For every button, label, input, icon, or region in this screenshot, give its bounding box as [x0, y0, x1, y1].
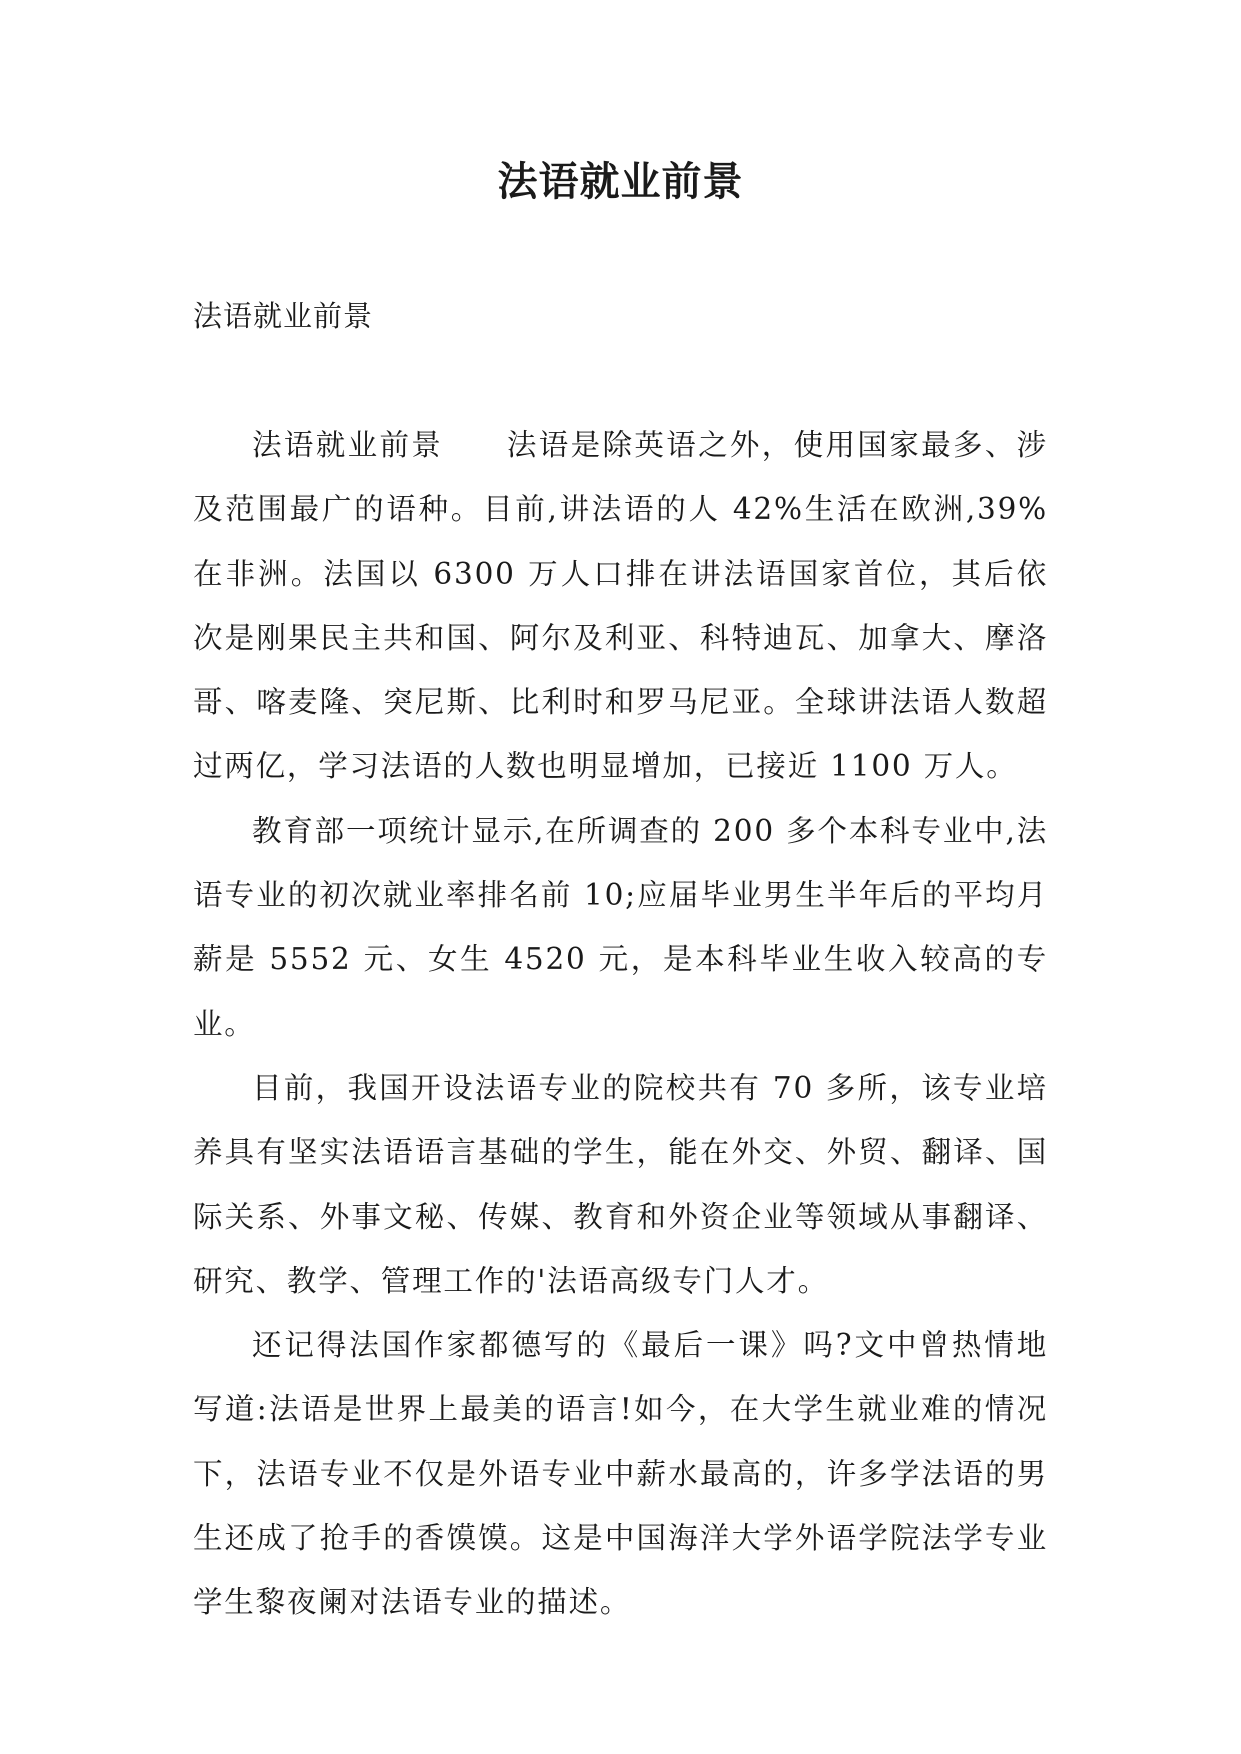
document-body [193, 413, 1048, 1635]
paragraph-employment-stats: 教育部一项统计显示,在所调查的 200 多个本科专业中,法语专业的初次就业率排名前 10;应届毕业男生半年后的平均月薪是 5552 元、女生 4520 元，是本科毕业生收入较高的专业。 [193, 813, 1048, 1041]
document-subtitle: 法语就业前景 [193, 299, 374, 333]
paragraph-intro: 法语就业前景 法语是除英语之外，使用国家最多、涉及范围最广的语种。目前,讲法语的人 42%生活在欧洲,39%在非洲。法国以 6300 万人口排在讲法语国家首位，其后依次是刚果民主共和国、阿尔及利亚、科特迪瓦、加拿大、摩洛哥、喀麦隆、突尼斯、比利时和罗马尼亚。全球讲法语人数超过两亿，学习法语的人数也明显增加，已接近 1100 万人。 [193, 428, 1048, 784]
paragraph-last-lesson: 还记得法国作家都德写的《最后一课》吗?文中曾热情地写道:法语是世界上最美的语言!如今，在大学生就业难的情况下，法语专业不仅是外语专业中薪水最高的，许多学法语的男生还成了抢手的香馍馍。这是中国海洋大学外语学院法学专业学生黎夜阑对法语专业的描述。 [193, 1328, 1048, 1620]
paragraph-universities: 目前，我国开设法语专业的院校共有 70 多所，该专业培养具有坚实法语语言基础的学生，能在外交、外贸、翻译、国际关系、外事文秘、传媒、教育和外资企业等领域从事翻译、研究、教学、管理工作的'法语高级专门人才。 [193, 1070, 1048, 1298]
document-title: 法语就业前景 [497, 158, 744, 205]
